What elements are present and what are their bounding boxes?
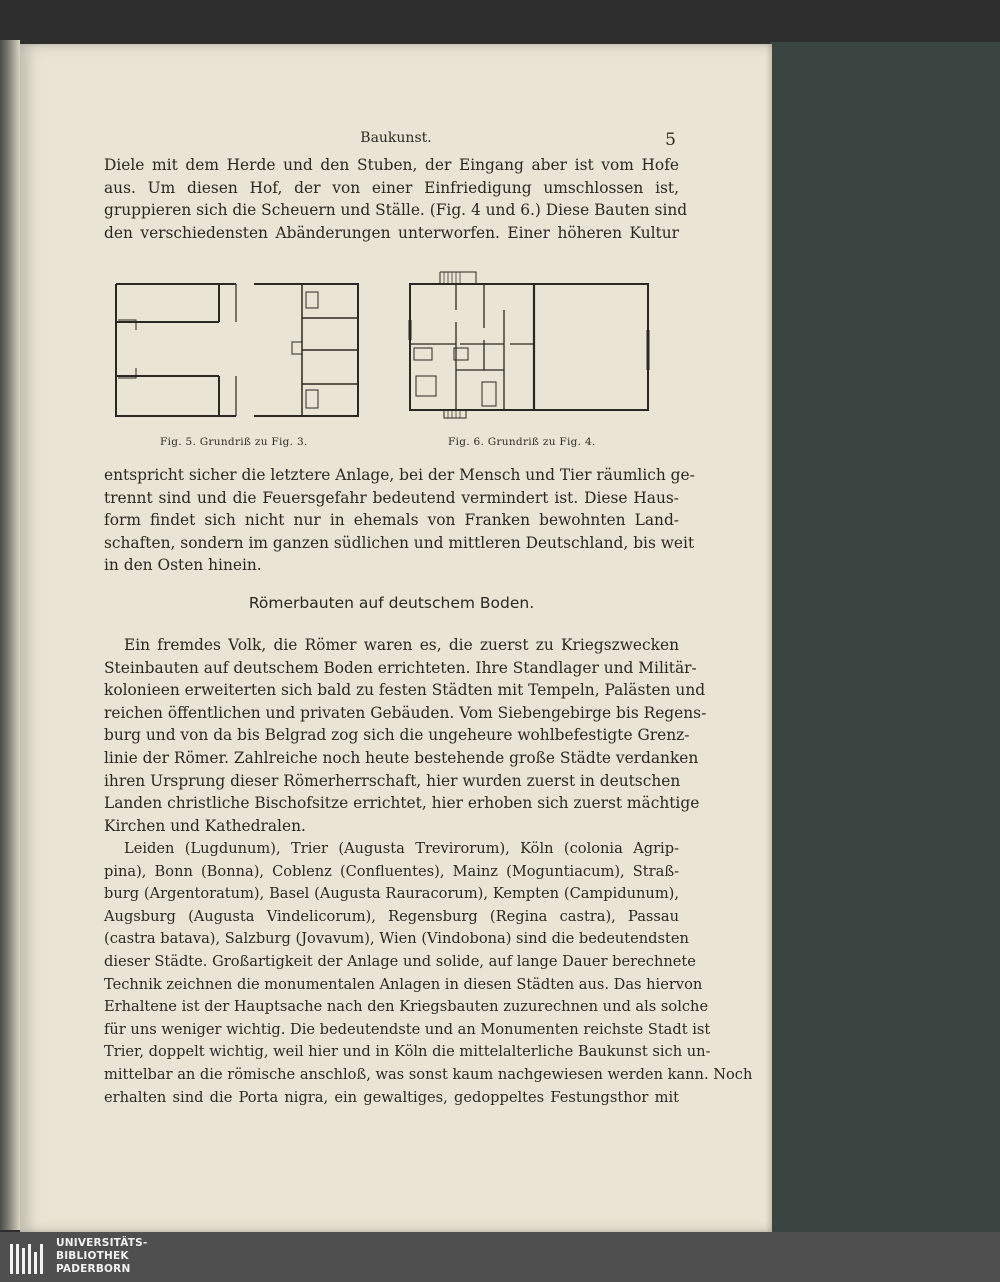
text-line: Steinbauten auf deutschem Boden errichteten. Ihre Standlager und Militär-	[104, 658, 697, 677]
section-heading: Römerbauten auf deutschem Boden.	[248, 594, 535, 612]
paragraph-3	[104, 634, 707, 837]
book-spine-left	[0, 40, 20, 1230]
text-line: Technik zeichnen die monumentalen Anlagen in diesen Städten aus. Das hiervon	[104, 975, 703, 993]
text-line: (castra batava), Salzburg (Jovavum), Wien (Vindobona) sind die bedeutendsten	[104, 930, 689, 948]
text-line: Ein fremdes Volk, die Römer waren es, die zuerst zu Kriegszwecken	[124, 636, 679, 654]
book-page	[20, 44, 772, 1232]
text-line: in den Osten hinein.	[104, 556, 262, 575]
text-line: Trier, doppelt wichtig, weil hier und in Köln die mittelalterliche Baukunst sich un-	[104, 1043, 711, 1061]
text-line: den verschiedensten Abänderungen unterworfen. Einer höheren Kultur	[104, 223, 679, 242]
text-line: Landen christliche Bischofsitze errichtet, hier erhoben sich zuerst mächtige	[104, 794, 700, 813]
text-line: Diele mit dem Herde und den Stuben, der Eingang aber ist vom Hofe	[104, 156, 679, 174]
library-name	[56, 1237, 147, 1276]
text-line: für uns weniger wichtig. Die bedeutendste und an Monumenten reichste Stadt ist	[104, 1020, 711, 1038]
paragraph-4	[104, 838, 753, 1109]
text-line: Augsburg (Augusta Vindelicorum), Regensburg (Regina castra), Passau	[104, 907, 679, 925]
paragraph-1	[104, 154, 688, 244]
text-line: entspricht sicher die letztere Anlage, bei der Mensch und Tier räumlich ge-	[104, 466, 695, 484]
figure-6-caption: Fig. 6. Grundriß zu Fig. 4.	[448, 436, 596, 448]
library-name-line: BIBLIOTHEK	[56, 1250, 129, 1262]
text-line: burg und von da bis Belgrad zog sich die ungeheure wohlbefestigte Grenz-	[104, 726, 690, 745]
library-name-line: PADERBORN	[56, 1263, 131, 1275]
book-cover-edge	[770, 42, 1000, 1232]
library-name-line: UNIVERSITÄTS-	[56, 1237, 148, 1249]
text-line: erhalten sind die Porta nigra, ein gewaltiges, gedoppeltes Festungsthor mit	[104, 1088, 679, 1106]
text-line: form findet sich nicht nur in ehemals von Franken bewohnten Land-	[104, 511, 679, 530]
text-line: kolonieen erweiterten sich bald zu festen Städten mit Tempeln, Palästen und	[104, 681, 706, 700]
page-number: 5	[665, 130, 676, 150]
text-line: gruppieren sich die Scheuern und Ställe. (Fig. 4 und 6.) Diese Bauten sind	[104, 201, 688, 220]
paragraph-2	[104, 464, 695, 577]
text-line: dieser Städte. Großartigkeit der Anlage und solide, auf lange Dauer berechnete	[104, 952, 696, 970]
running-header: Baukunst.	[360, 130, 432, 146]
university-library-logo-icon	[8, 1238, 48, 1276]
library-footer-bar	[0, 1232, 1000, 1282]
text-line: linie der Römer. Zahlreiche noch heute bestehende große Städte verdanken	[104, 748, 699, 767]
figure-5-caption: Fig. 5. Grundriß zu Fig. 3.	[160, 436, 308, 448]
text-line: trennt sind und die Feuersgefahr bedeutend vermindert ist. Diese Haus-	[104, 488, 679, 507]
text-line: reichen öffentlichen und privaten Gebäuden. Vom Siebengebirge bis Regens-	[104, 703, 707, 722]
text-line: mittelbar an die römische anschloß, was sonst kaum nachgewiesen werden kann. Noch	[104, 1065, 753, 1083]
floor-plan-drawing-fig6	[406, 270, 666, 420]
text-line: aus. Um diesen Hof, der von einer Einfriedigung umschlossen ist,	[104, 178, 679, 197]
text-line: Erhaltene ist der Hauptsache nach den Kriegsbauten zuzurechnen und als solche	[104, 998, 709, 1016]
text-line: ihren Ursprung dieser Römerherrschaft, hier wurden zuerst in deutschen	[104, 771, 681, 790]
text-line: pina), Bonn (Bonna), Coblenz (Confluentes), Mainz (Moguntiacum), Straß-	[104, 862, 679, 880]
floor-plan-drawing-fig5	[114, 280, 364, 420]
text-line: schaften, sondern im ganzen südlichen und mittleren Deutschland, bis weit	[104, 533, 695, 552]
text-line: burg (Argentoratum), Basel (Augusta Rauracorum), Kempten (Campidunum),	[104, 885, 679, 903]
text-line: Leiden (Lugdunum), Trier (Augusta Trevirorum), Köln (colonia Agrip-	[124, 840, 679, 857]
text-line: Kirchen und Kathedralen.	[104, 816, 306, 835]
